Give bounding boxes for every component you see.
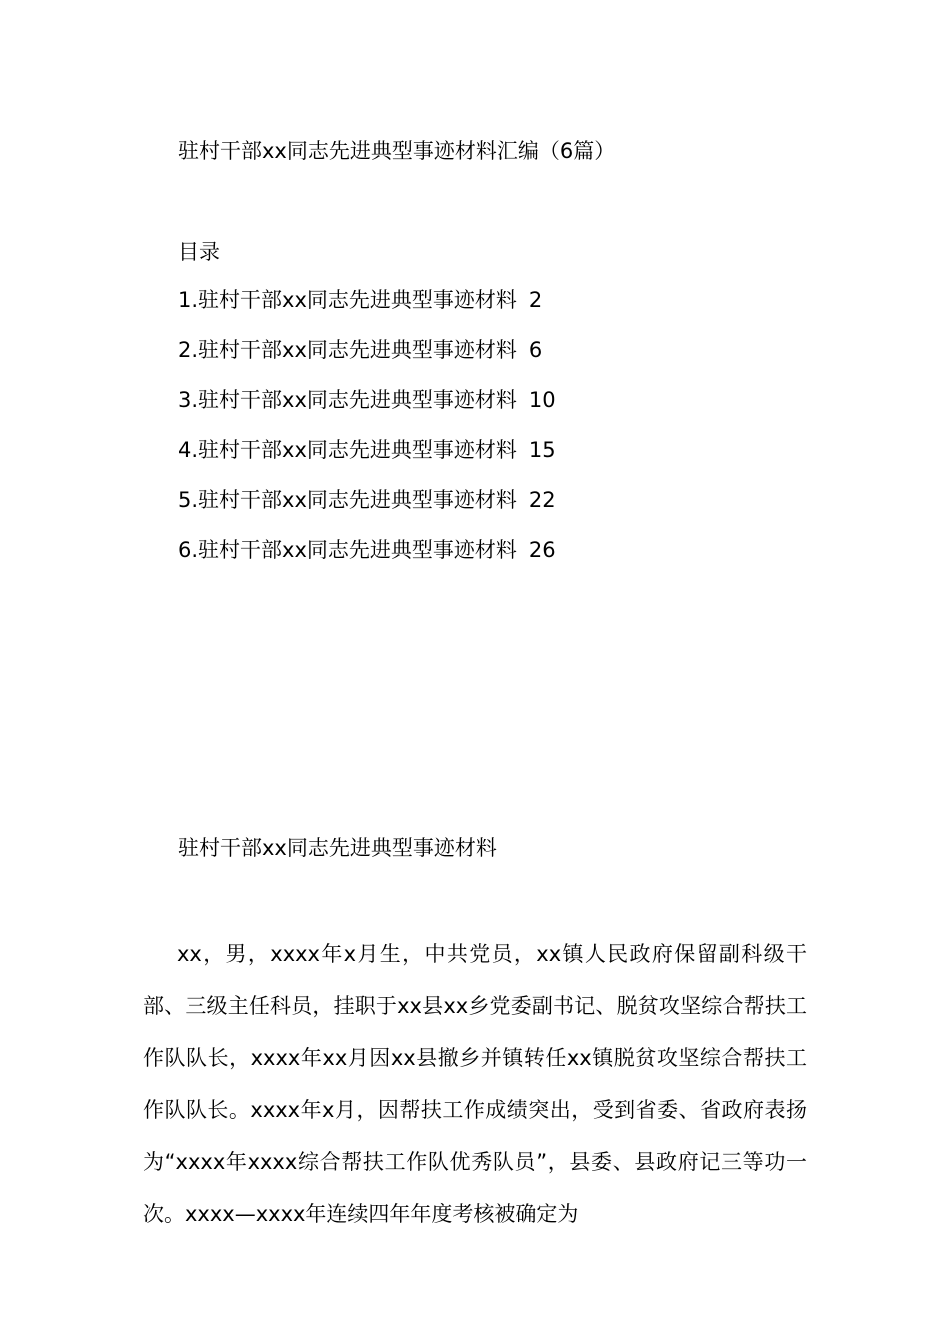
toc-item-2[interactable] <box>178 335 556 385</box>
toc-item-4[interactable] <box>178 435 556 485</box>
toc-item-page: 2 <box>528 288 543 312</box>
toc-item-page: 15 <box>528 438 556 462</box>
toc-item-label: 5.驻村干部xx同志先进典型事迹材料 <box>178 488 517 512</box>
toc-item-label: 6.驻村干部xx同志先进典型事迹材料 <box>178 538 517 562</box>
toc-item-label: 1.驻村干部xx同志先进典型事迹材料 <box>178 288 517 312</box>
toc-item-label: 2.驻村干部xx同志先进典型事迹材料 <box>178 338 517 362</box>
toc-item-page: 22 <box>528 488 556 512</box>
toc-item-page: 6 <box>528 338 543 362</box>
toc-item-page: 10 <box>528 388 556 412</box>
toc-item-1[interactable] <box>178 285 556 335</box>
toc-item-page: 26 <box>528 538 556 562</box>
toc-item-5[interactable] <box>178 485 556 535</box>
toc-item-label: 4.驻村干部xx同志先进典型事迹材料 <box>178 438 517 462</box>
toc-item-label: 3.驻村干部xx同志先进典型事迹材料 <box>178 388 517 412</box>
body-paragraph: xx，男，xxxx年x月生，中共党员，xx镇人民政府保留副科级干部、三级主任科员，挂职于xx县xx乡党委副书记、脱贫攻坚综合帮扶工作队队长，xxxx年xx月因xx县撤乡并镇转任xx镇脱贫攻坚综合帮扶工作队队长。xxxx年x月，因帮扶工作成绩突出，受到省委、省政府表扬为“xxxx年xxxx综合帮扶工作队优秀队员”，县委、县政府记三等功一次。xxxx—xxxx年连续四年年度考核被确定为 <box>143 942 807 1226</box>
toc-item-3[interactable] <box>178 385 556 435</box>
document-title: 驻村干部xx同志先进典型事迹材料汇编（6篇） <box>178 139 616 163</box>
section-title: 驻村干部xx同志先进典型事迹材料 <box>178 836 497 860</box>
toc-heading: 目录 <box>178 240 220 264</box>
toc-item-6[interactable] <box>178 535 556 585</box>
table-of-contents <box>178 285 556 585</box>
